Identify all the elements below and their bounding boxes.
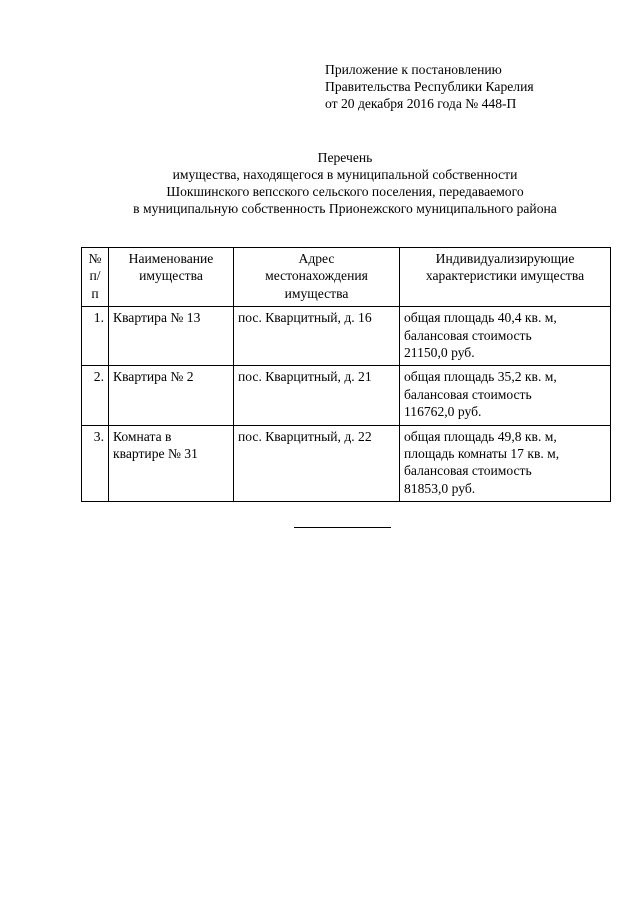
row-name: [109, 366, 234, 425]
row-address: пос. Кварцитный, д. 22: [234, 425, 400, 502]
row-number: 2.: [82, 366, 109, 425]
header-name: [109, 248, 234, 307]
cell-line: общая площадь 35,2 кв. м,: [404, 369, 557, 385]
cell-line: Комната в: [113, 428, 172, 444]
cell-line: балансовая стоимость: [404, 386, 532, 402]
header-text: местонахождения: [265, 268, 368, 284]
title-line: в муниципальную собственность Прионежского муниципального района: [133, 201, 557, 216]
document-title: [0, 149, 640, 217]
annex-line: Правительства Республики Карелия: [325, 79, 534, 94]
row-number: 1.: [82, 307, 109, 366]
cell-line: общая площадь 49,8 кв. м,: [404, 428, 557, 444]
header-text: имущества: [284, 285, 349, 301]
header-text: Адрес: [298, 251, 335, 266]
table-row: [82, 366, 611, 425]
row-address: пос. Кварцитный, д. 16: [234, 307, 400, 366]
header-text: Индивидуализирующие: [435, 251, 575, 266]
cell-line: 81853,0 руб.: [404, 480, 476, 496]
row-name: [109, 425, 234, 502]
title-line: имущества, находящегося в муниципальной собственности: [172, 167, 518, 182]
cell-line: квартире № 31: [113, 446, 198, 462]
end-divider: [294, 527, 391, 528]
title-line: Шокшинского вепсского сельского поселения, передаваемого: [166, 184, 524, 199]
cell-line: общая площадь 40,4 кв. м,: [404, 310, 557, 326]
row-characteristics: [400, 425, 611, 502]
row-address: пос. Кварцитный, д. 21: [234, 366, 400, 425]
row-name: [109, 307, 234, 366]
title-heading: Перечень: [317, 150, 373, 165]
row-characteristics: [400, 366, 611, 425]
row-number: 3.: [82, 425, 109, 502]
cell-line: 21150,0 руб.: [404, 345, 475, 361]
annex-line: Приложение к постановлению: [325, 62, 502, 77]
cell-line: балансовая стоимость: [404, 327, 532, 343]
header-text: Наименование: [128, 251, 214, 266]
cell-line: Квартира № 2: [113, 369, 194, 385]
annex-header: [325, 61, 625, 112]
annex-line: от 20 декабря 2016 года № 448-П: [325, 96, 517, 111]
cell-line: Квартира № 13: [113, 310, 201, 326]
cell-line: балансовая стоимость: [404, 463, 532, 479]
header-characteristics: [400, 248, 611, 307]
header-text: п/п: [89, 268, 101, 301]
cell-line: 116762,0 руб.: [404, 404, 482, 420]
header-text: имущества: [139, 268, 203, 284]
header-address: [234, 248, 400, 307]
table-header-row: [82, 248, 611, 307]
cell-line: площадь комнаты 17 кв. м,: [404, 446, 560, 462]
header-text: №: [88, 251, 102, 266]
table-row: [82, 425, 611, 502]
table-row: [82, 307, 611, 366]
row-characteristics: [400, 307, 611, 366]
header-number: [82, 248, 109, 307]
header-text: характеристики имущества: [425, 268, 585, 284]
property-table: [81, 247, 611, 502]
